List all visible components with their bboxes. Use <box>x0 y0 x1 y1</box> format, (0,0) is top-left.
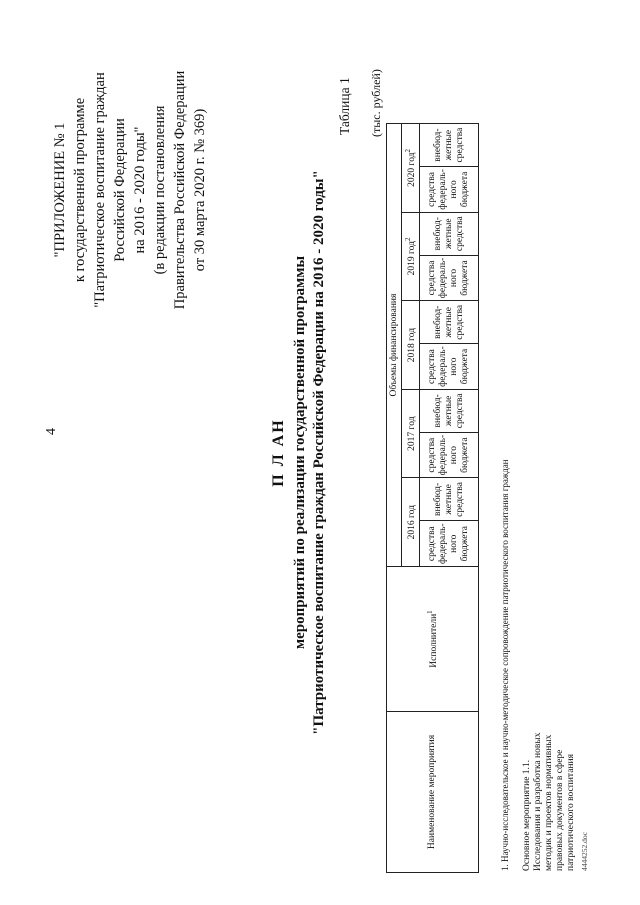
subcol-extrabudgetary: внебюд- жетные средства <box>420 212 479 255</box>
main-event-line: Исследования и разработка новых <box>533 732 543 871</box>
year-header-2018 <box>402 301 420 390</box>
main-event-line: правовых документов в сфере <box>555 749 565 871</box>
main-event-line: методик и проектов нормативных <box>544 734 554 871</box>
subcol-federal-budget: средства федераль- ного бюджета <box>420 255 479 301</box>
appendix-line: к государственной программе <box>72 97 88 283</box>
footnote-marker: 1 <box>426 610 434 614</box>
year-label: 2020 год <box>407 152 418 187</box>
main-event-text <box>522 691 577 871</box>
subcol-federal-budget: средства федераль- ного бюджета <box>420 432 479 478</box>
column-header-financing-volumes: Объемы финансирования <box>387 124 402 567</box>
year-header-2019 <box>402 212 420 301</box>
year-label: 2017 год <box>407 416 418 451</box>
appendix-line: на 2016 - 2020 годы" <box>132 126 148 254</box>
appendix-line: Российской Федерации <box>112 118 128 262</box>
main-event-line: Основное мероприятие 1.1. <box>522 759 532 871</box>
subcol-federal-budget: средства федераль- ного бюджета <box>420 167 479 213</box>
subcol-extrabudgetary: внебюд- жетные средства <box>420 478 479 521</box>
appendix-line: "Патриотическое воспитание граждан <box>92 72 108 308</box>
subcol-extrabudgetary: внебюд- жетные средства <box>420 124 479 167</box>
plan-title: П Л АН <box>270 418 287 487</box>
year-header-2020 <box>402 124 420 213</box>
subcol-federal-budget: средства федераль- ного бюджета <box>420 521 479 567</box>
appendix-line: (в редакции постановления <box>152 105 168 275</box>
table-label: Таблица 1 <box>337 77 352 135</box>
appendix-line: от 30 марта 2020 г. № 369) <box>192 108 208 272</box>
year-label: 2019 год <box>407 241 418 276</box>
units-label: (тыс. рублей) <box>369 69 383 137</box>
year-header-2016 <box>402 478 420 567</box>
subcol-extrabudgetary: внебюд- жетные средства <box>420 301 479 344</box>
page-number: 4 <box>44 428 59 435</box>
footnote-marker: 2 <box>404 148 412 153</box>
column-header-event-name: Наименование мероприятия <box>387 712 479 873</box>
financing-plan-table <box>386 123 479 873</box>
subcol-federal-budget: средства федераль- ного бюджета <box>420 344 479 390</box>
year-header-2017 <box>402 389 420 478</box>
year-label: 2016 год <box>407 505 418 540</box>
section-heading: 1. Научно-исследовательское и научно-методическое сопровождение патриотического воспитания граждан <box>500 459 510 871</box>
main-event-line: патриотического воспитания <box>566 754 576 871</box>
footnote-marker: 2 <box>404 237 412 242</box>
appendix-line: "ПРИЛОЖЕНИЕ № 1 <box>52 122 68 258</box>
appendix-line: Правительства Российской Федерации <box>172 70 188 310</box>
subcol-extrabudgetary: внебюд- жетные средства <box>420 389 479 432</box>
plan-subtitle-line-2: "Патриотическое воспитание граждан Российской Федерации на 2016 - 2020 годы" <box>311 170 327 735</box>
appendix-header <box>50 35 210 345</box>
executors-label: Исполнители <box>429 613 440 668</box>
plan-subtitle-line-1: мероприятий по реализации государственной программы <box>292 255 308 650</box>
document-code: 4444252.doc <box>580 832 589 871</box>
year-label: 2018 год <box>407 327 418 363</box>
column-header-executors <box>387 567 479 712</box>
